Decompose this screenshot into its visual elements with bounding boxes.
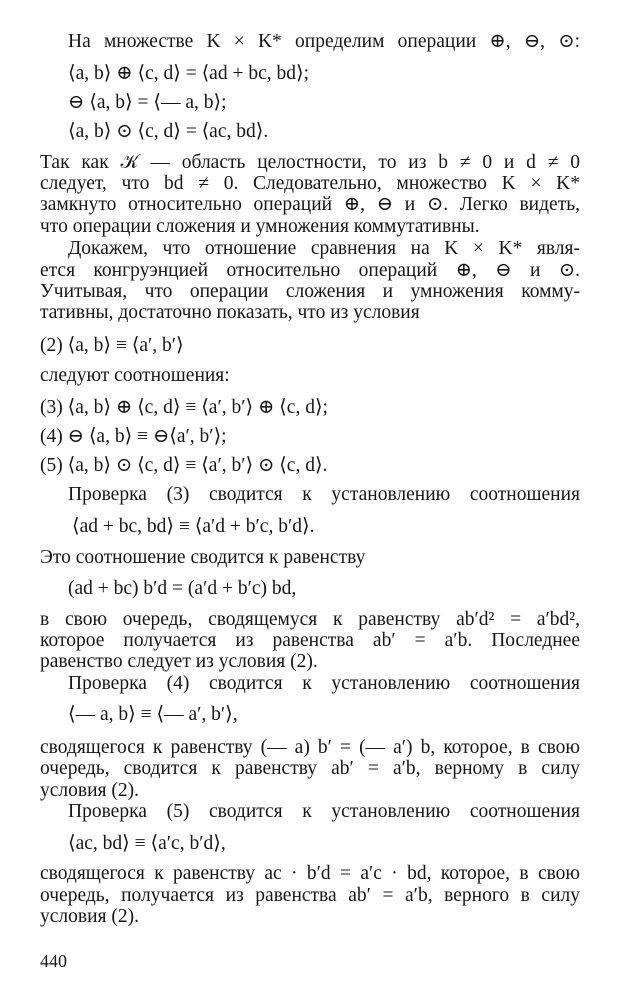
text-line: что операции сложения и умножения коммутативны. xyxy=(40,215,480,237)
text-line: Проверка (4) сводится к установлению соотношения xyxy=(68,672,580,694)
text-line: замкнуто относительно операций ⊕, ⊖ и ⊙. Легко видеть, xyxy=(40,194,580,216)
text-line: Так как 𝒦 — область целостности, то из b ≠ 0 и d ≠ 0 xyxy=(40,151,580,173)
text-line: Проверка (3) сводится к установлению соотношения xyxy=(68,484,580,506)
text-line: сводящегося к равенству (— a) b′ = (— a′) b, которое, в свою xyxy=(40,736,580,758)
page-number: 440 xyxy=(40,951,67,971)
formula-line: ⊖ ⟨a, b⟩ = ⟨— a, b⟩; xyxy=(68,92,227,114)
text-line: тативны, достаточно показать, что из условия xyxy=(40,302,420,324)
text-line: равенство следует из условия (2). xyxy=(40,651,318,673)
text-line: сводящегося к равенству ac · b′d = a′c · bd, которое, в свою xyxy=(40,863,580,885)
text-line: следуют соотношения: xyxy=(40,365,230,387)
text-line: условия (2). xyxy=(40,779,139,801)
formula-line: ⟨ac, bd⟩ ≡ ⟨a′c, b′d⟩, xyxy=(68,832,226,854)
text-line: очередь, сводится к равенству ab′ = a′b, верному в силу xyxy=(40,758,580,780)
formula-line: ⟨ad + bc, bd⟩ ≡ ⟨a′d + b′c, b′d⟩. xyxy=(72,515,315,537)
formula-line: ⟨a, b⟩ ⊕ ⟨c, d⟩ = ⟨ad + bc, bd⟩; xyxy=(68,62,310,84)
text-line: Проверка (5) сводится к установлению соотношения xyxy=(68,801,580,823)
text-line: ется конгруэнцией относительно операций ⊕, ⊖ и ⊙. xyxy=(40,259,580,281)
text-line: следует, что bd ≠ 0. Следовательно, множество K × K* xyxy=(40,173,580,195)
text-line: Докажем, что отношение сравнения на K × K* явля- xyxy=(68,238,580,260)
formula-line: (4) ⊖ ⟨a, b⟩ ≡ ⊖⟨a′, b′⟩; xyxy=(40,425,227,447)
formula-line: (2) ⟨a, b⟩ ≡ ⟨a′, b′⟩ xyxy=(40,334,184,356)
formula-line: (5) ⟨a, b⟩ ⊙ ⟨c, d⟩ ≡ ⟨a′, b′⟩ ⊙ ⟨c, d⟩. xyxy=(40,454,328,476)
formula-line: ⟨a, b⟩ ⊙ ⟨c, d⟩ = ⟨ac, bd⟩. xyxy=(68,121,269,143)
text-line: На множестве K × K* определим операции ⊕, ⊖, ⊙: xyxy=(68,31,580,52)
text-line: Это соотношение сводится к равенству xyxy=(40,546,366,568)
text-line: которое получается из равенства ab′ = a′b. Последнее xyxy=(40,630,580,652)
formula-line: ⟨— a, b⟩ ≡ ⟨— a′, b′⟩, xyxy=(68,704,238,726)
formula-line: (ad + bc) b′d = (a′d + b′c) bd, xyxy=(68,578,297,600)
text-line: в свою очередь, сводящемуся к равенству ab′d² = a′bd², xyxy=(40,608,580,630)
text-line: Учитывая, что операции сложения и умножения комму- xyxy=(40,280,580,302)
text-line: условия (2). xyxy=(40,906,139,927)
formula-line: (3) ⟨a, b⟩ ⊕ ⟨c, d⟩ ≡ ⟨a′, b′⟩ ⊕ ⟨c, d⟩; xyxy=(40,396,328,418)
text-line: очередь, получается из равенства ab′ = a′b, верного в силу xyxy=(40,884,580,906)
